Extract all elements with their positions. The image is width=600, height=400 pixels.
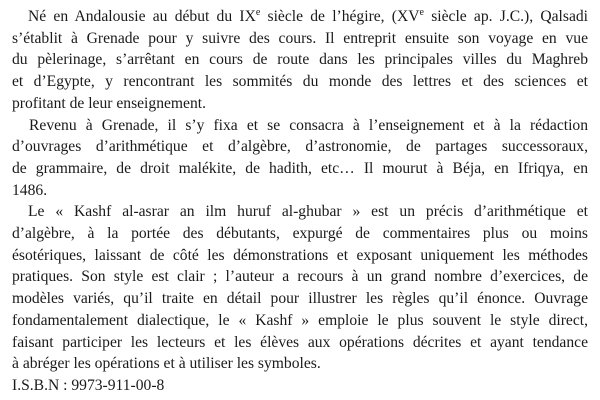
text-line: profitant de leur enseignement.	[12, 94, 206, 112]
isbn-number: I.S.B.N : 9973-911-00-8	[12, 376, 165, 394]
text-line: 1486.	[12, 181, 48, 199]
text-line: Le « Kashf al-asrar an ilm huruf al-ghubar » est un précis d’arithmétique et	[28, 203, 588, 221]
text-line: fondamentalement dialectique, le « Kashf » emploie le plus souvent le style direct,	[12, 311, 588, 329]
text-line: Revenu à Grenade, il s’y fixa et se consacra à l’enseignement et à la rédaction	[29, 116, 588, 134]
text-line: pratiques. Son style est clair ; l’auteur a recours à un grand nombre d’exercices, de	[12, 268, 588, 286]
text-line	[12, 6, 588, 28]
text-line: faisant participer les lecteurs et les élèves aux opérations décrites et ayant tendance	[12, 333, 588, 351]
text-line: à abréger les opérations et à utiliser les symboles.	[12, 355, 321, 373]
text-fragment: Né en Andalousie au début du IX	[28, 8, 256, 25]
text-line: du pèlerinage, s’arrêtant en cours de route dans les principales villes du Maghreb	[12, 51, 588, 69]
text-line: d’ouvrages d’arithmétique et d’algèbre, d’astronomie, de partages successoraux,	[12, 138, 588, 156]
document-page	[12, 6, 588, 397]
text-line: de grammaire, de droit malékite, de hadith, etc… Il mourut à Béja, en Ifriqya, en	[12, 159, 588, 177]
text-fragment: siècle de l’hégire, (XV	[260, 8, 420, 25]
text-line: ésotériques, laissant de côté les démonstrations et exposant uniquement les méthodes	[12, 246, 588, 264]
text-line: modèles variés, qu’il traite en détail pour illustrer les règles qu’il énonce. Ouvrage	[12, 290, 588, 308]
text-line: d’algèbre, à la portée des débutants, expurgé de commentaires plus ou moins	[12, 225, 588, 243]
paragraph-biography	[12, 6, 588, 115]
text-line: et d’Egypte, y rencontrant les sommités du monde des lettres et des sciences et	[12, 73, 588, 91]
superscript: e	[419, 7, 424, 18]
text-fragment: siècle ap. J.C.), Qalsadi	[423, 8, 588, 25]
superscript: e	[255, 7, 261, 18]
paragraph-career	[12, 115, 588, 202]
paragraph-kashf	[12, 201, 588, 375]
text-line: s’établit à Grenade pour y suivre des cours. Il entreprit ensuite son voyage en vue	[12, 29, 588, 47]
